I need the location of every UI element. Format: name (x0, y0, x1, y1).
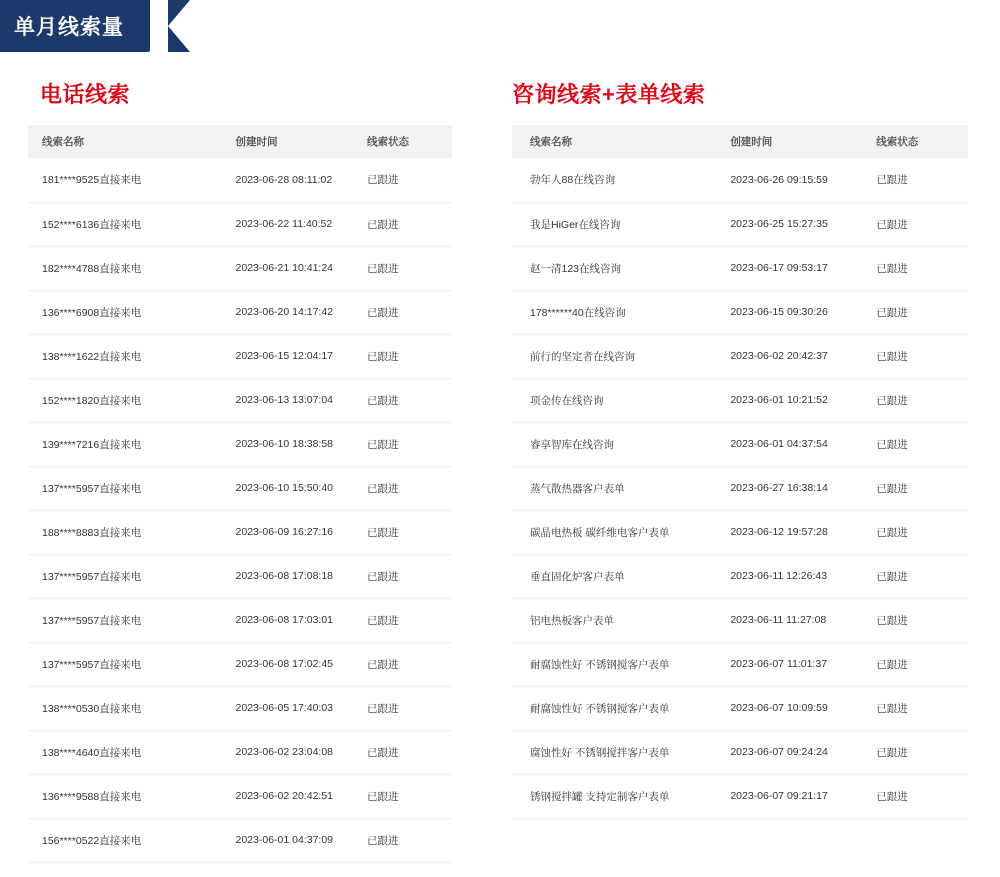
lead-created-time: 2023-06-20 14:17:42 (232, 290, 363, 334)
table-row (28, 598, 452, 642)
lead-status-badge: 已跟进 (363, 202, 452, 246)
lead-created-time: 2023-06-01 04:37:09 (232, 818, 363, 862)
lead-name-link[interactable]: 178******40在线咨询 (512, 290, 726, 334)
lead-status-badge: 已跟进 (363, 554, 452, 598)
table-row (28, 202, 452, 246)
lead-created-time: 2023-06-17 09:53:17 (726, 246, 872, 290)
table-row (512, 510, 968, 554)
lead-created-time: 2023-06-07 10:09:59 (726, 686, 872, 730)
lead-name-link[interactable]: 耐腐蚀性好 不锈钢搅客户表单 (512, 686, 726, 730)
column-header-name: 线索名称 (28, 125, 232, 158)
lead-created-time: 2023-06-21 10:41:24 (232, 246, 363, 290)
lead-created-time: 2023-06-02 23:04:08 (232, 730, 363, 774)
lead-status-badge: 已跟进 (872, 334, 968, 378)
lead-name-link[interactable]: 垂直固化炉客户表单 (512, 554, 726, 598)
lead-status-badge: 已跟进 (872, 158, 968, 202)
lead-created-time: 2023-06-28 08:11:02 (232, 158, 363, 202)
table-row (28, 554, 452, 598)
lead-status-badge: 已跟进 (872, 510, 968, 554)
lead-created-time: 2023-06-09 16:27:16 (232, 510, 363, 554)
table-row (28, 246, 452, 290)
table-header-row (28, 125, 452, 158)
table-row (28, 466, 452, 510)
banner (0, 0, 150, 52)
table-header-row (512, 125, 968, 158)
lead-status-badge: 已跟进 (363, 290, 452, 334)
lead-name-link[interactable]: 136****9588直接来电 (28, 774, 232, 818)
lead-created-time: 2023-06-15 09:30:26 (726, 290, 872, 334)
table-row (512, 422, 968, 466)
lead-status-badge: 已跟进 (872, 598, 968, 642)
table-row (512, 642, 968, 686)
table-row (28, 422, 452, 466)
table-row (28, 774, 452, 818)
lead-status-badge: 已跟进 (363, 334, 452, 378)
lead-status-badge: 已跟进 (872, 202, 968, 246)
table-row (28, 642, 452, 686)
lead-status-badge: 已跟进 (872, 554, 968, 598)
table-row (512, 158, 968, 202)
lead-name-link[interactable]: 勃年人88在线咨询 (512, 158, 726, 202)
lead-name-link[interactable]: 137****5957直接来电 (28, 642, 232, 686)
table-row (512, 598, 968, 642)
table-row (512, 730, 968, 774)
consult-form-leads-table-body (512, 158, 968, 818)
lead-created-time: 2023-06-15 12:04:17 (232, 334, 363, 378)
lead-name-link[interactable]: 152****6136直接来电 (28, 202, 232, 246)
table-row (512, 290, 968, 334)
table-spacer (512, 819, 1000, 831)
lead-created-time: 2023-06-07 09:24:24 (726, 730, 872, 774)
page-title: 单月线索量 (14, 16, 124, 39)
table-row (28, 818, 452, 862)
phone-leads-section (0, 78, 500, 875)
lead-name-link[interactable]: 锈钢搅拌罐 支持定制客户表单 (512, 774, 726, 818)
page-header (0, 0, 1000, 56)
table-row (28, 686, 452, 730)
table-row (512, 466, 968, 510)
lead-status-badge: 已跟进 (363, 730, 452, 774)
lead-name-link[interactable]: 181****9525直接来电 (28, 158, 232, 202)
lead-name-link[interactable]: 152****1820直接来电 (28, 378, 232, 422)
table-row (28, 158, 452, 202)
table-row (512, 246, 968, 290)
lead-created-time: 2023-06-02 20:42:51 (232, 774, 363, 818)
lead-name-link[interactable]: 前行的坚定者在线咨询 (512, 334, 726, 378)
table-row (512, 378, 968, 422)
lead-name-link[interactable]: 136****6908直接来电 (28, 290, 232, 334)
lead-name-link[interactable]: 137****5957直接来电 (28, 554, 232, 598)
phone-leads-table (28, 125, 452, 863)
table-row (512, 774, 968, 818)
lead-name-link[interactable]: 我是HiGer在线咨询 (512, 202, 726, 246)
phone-leads-table-head (28, 125, 452, 158)
lead-status-badge: 已跟进 (872, 686, 968, 730)
lead-status-badge: 已跟进 (872, 378, 968, 422)
banner-tail-shape (168, 0, 190, 52)
lead-created-time: 2023-06-13 13:07:04 (232, 378, 363, 422)
lead-name-link[interactable]: 137****5957直接来电 (28, 466, 232, 510)
lead-name-link[interactable]: 赵一清123在线咨询 (512, 246, 726, 290)
lead-name-link[interactable]: 138****4640直接来电 (28, 730, 232, 774)
lead-created-time: 2023-06-11 12:26:43 (726, 554, 872, 598)
lead-created-time: 2023-06-11 11:27:08 (726, 598, 872, 642)
table-row (28, 290, 452, 334)
table-row (512, 202, 968, 246)
consult-form-leads-table (512, 125, 968, 819)
lead-status-badge: 已跟进 (872, 730, 968, 774)
lead-status-badge: 已跟进 (363, 510, 452, 554)
lead-status-badge: 已跟进 (363, 378, 452, 422)
column-header-name: 线索名称 (512, 125, 726, 158)
lead-name-link[interactable]: 蒸气散热器客户表单 (512, 466, 726, 510)
lead-created-time: 2023-06-07 09:21:17 (726, 774, 872, 818)
lead-status-badge: 已跟进 (363, 774, 452, 818)
lead-created-time: 2023-06-08 17:08:18 (232, 554, 363, 598)
lead-status-badge: 已跟进 (872, 642, 968, 686)
lead-status-badge: 已跟进 (872, 466, 968, 510)
lead-name-link[interactable]: 碳晶电热板 碳纤维电客户表单 (512, 510, 726, 554)
lead-name-link[interactable]: 182****4788直接来电 (28, 246, 232, 290)
lead-created-time: 2023-06-05 17:40:03 (232, 686, 363, 730)
lead-created-time: 2023-06-02 20:42:37 (726, 334, 872, 378)
table-row (28, 378, 452, 422)
consult-form-leads-section (500, 78, 1000, 875)
table-spacer (28, 863, 500, 875)
table-row (512, 554, 968, 598)
table-row (28, 730, 452, 774)
lead-status-badge: 已跟进 (363, 422, 452, 466)
column-header-time: 创建时间 (726, 125, 872, 158)
column-header-time: 创建时间 (232, 125, 363, 158)
lead-created-time: 2023-06-27 16:38:14 (726, 466, 872, 510)
phone-leads-title: 电话线索 (40, 82, 131, 107)
lead-created-time: 2023-06-25 15:27:35 (726, 202, 872, 246)
lead-created-time: 2023-06-01 10:21:52 (726, 378, 872, 422)
lead-name-link[interactable]: 156****0522直接来电 (28, 818, 232, 862)
column-header-status: 线索状态 (872, 125, 968, 158)
lead-created-time: 2023-06-07 11:01:37 (726, 642, 872, 686)
lead-created-time: 2023-06-08 17:02:45 (232, 642, 363, 686)
column-header-status: 线索状态 (363, 125, 452, 158)
lead-created-time: 2023-06-01 04:37:54 (726, 422, 872, 466)
lead-status-badge: 已跟进 (872, 290, 968, 334)
lead-status-badge: 已跟进 (363, 158, 452, 202)
lead-created-time: 2023-06-26 09:15:59 (726, 158, 872, 202)
lead-status-badge: 已跟进 (363, 466, 452, 510)
lead-created-time: 2023-06-10 15:50:40 (232, 466, 363, 510)
lead-name-link[interactable]: 139****7216直接来电 (28, 422, 232, 466)
table-row (28, 334, 452, 378)
lead-created-time: 2023-06-10 18:38:58 (232, 422, 363, 466)
lead-status-badge: 已跟进 (363, 818, 452, 862)
lead-status-badge: 已跟进 (872, 774, 968, 818)
lead-name-link[interactable]: 188****8883直接来电 (28, 510, 232, 554)
lead-status-badge: 已跟进 (363, 598, 452, 642)
lead-status-badge: 已跟进 (363, 246, 452, 290)
lead-status-badge: 已跟进 (363, 642, 452, 686)
lead-name-link[interactable]: 铝电热板客户表单 (512, 598, 726, 642)
lead-name-link[interactable]: 耐腐蚀性好 不锈钢搅客户表单 (512, 642, 726, 686)
lead-name-link[interactable]: 项金传在线咨询 (512, 378, 726, 422)
lead-created-time: 2023-06-12 19:57:28 (726, 510, 872, 554)
consult-form-leads-table-head (512, 125, 968, 158)
lead-name-link[interactable]: 睿享智库在线咨询 (512, 422, 726, 466)
table-row (512, 334, 968, 378)
lead-name-link[interactable]: 138****0530直接来电 (28, 686, 232, 730)
lead-created-time: 2023-06-08 17:03:01 (232, 598, 363, 642)
lead-name-link[interactable]: 137****5957直接来电 (28, 598, 232, 642)
lead-created-time: 2023-06-22 11:40:52 (232, 202, 363, 246)
lead-status-badge: 已跟进 (872, 422, 968, 466)
consult-form-leads-title: 咨询线索+表单线索 (512, 82, 706, 107)
table-row (28, 510, 452, 554)
lead-name-link[interactable]: 138****1622直接来电 (28, 334, 232, 378)
table-row (512, 686, 968, 730)
lead-status-badge: 已跟进 (363, 686, 452, 730)
lead-name-link[interactable]: 腐蚀性好 不锈钢搅拌客户表单 (512, 730, 726, 774)
lead-status-badge: 已跟进 (872, 246, 968, 290)
phone-leads-table-body (28, 158, 452, 862)
content-columns (0, 78, 1000, 875)
